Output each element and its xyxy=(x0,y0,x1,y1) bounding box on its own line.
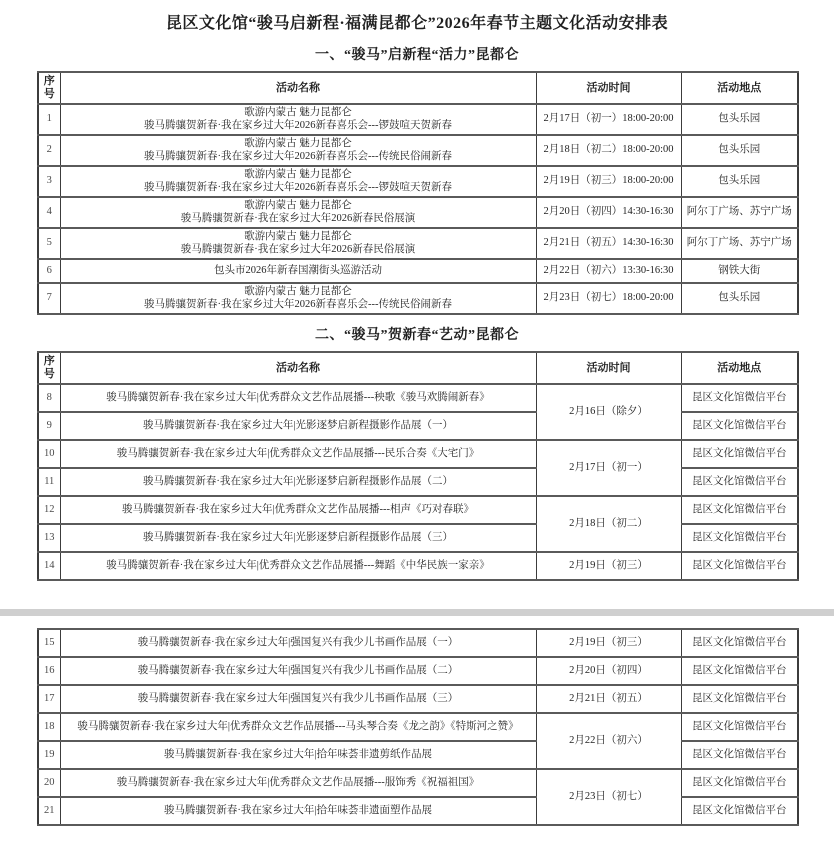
header-row xyxy=(38,352,798,384)
column-header: 活动地点 xyxy=(681,352,798,384)
table-row xyxy=(38,228,798,259)
activity-time-cell: 2月21日（初五） xyxy=(536,685,681,713)
activity-name-line: 骏马腾骧贺新春·我在家乡过大年|优秀群众文艺作品展播---舞蹈《中华民族一家亲》 xyxy=(106,559,490,571)
table-row xyxy=(38,524,798,552)
activity-name-line: 歌游内蒙古 魅力昆都仑 xyxy=(244,107,352,118)
activity-time-cell: 2月22日（初六） xyxy=(536,713,681,769)
page-break-separator xyxy=(0,609,834,616)
table-row xyxy=(38,629,798,657)
serial-number-cell: 18 xyxy=(38,713,60,741)
activity-name-cell xyxy=(60,283,536,314)
activity-time-cell: 2月21日（初五）14:30-16:30 xyxy=(536,228,681,259)
activity-place-cell: 包头乐园 xyxy=(681,283,798,314)
activity-time-cell: 2月23日（初七） xyxy=(536,769,681,825)
activity-name-line: 骏马腾骧贺新春·我在家乡过大年|拾年味荟非遗面塑作品展 xyxy=(163,804,433,816)
column-header: 序号 xyxy=(38,72,60,104)
serial-number-cell: 12 xyxy=(38,496,60,524)
serial-number-cell: 15 xyxy=(38,629,60,657)
activity-place-cell: 阿尔丁广场、苏宁广场 xyxy=(681,228,798,259)
activity-name-line: 骏马腾骧贺新春·我在家乡过大年|强国复兴有我少儿书画作品展（一） xyxy=(137,636,459,648)
activity-name-line: 歌游内蒙古 魅力昆都仑 xyxy=(244,200,352,211)
activity-place-cell: 昆区文化馆微信平台 xyxy=(681,524,798,552)
activity-name-line: 骏马腾骧贺新春·我在家乡过大年|光影逐梦启新程摄影作品展（一） xyxy=(142,419,454,431)
schedule-table-3-continued xyxy=(37,628,799,826)
activity-name-cell xyxy=(60,166,536,197)
activity-time-cell: 2月18日（初二） xyxy=(536,496,681,552)
activity-name-line: 骏马腾骧贺新春·我在家乡过大年2026新春喜乐会---锣鼓喧天贺新春 xyxy=(144,181,452,193)
table-row xyxy=(38,713,798,741)
serial-number-cell: 16 xyxy=(38,657,60,685)
activity-time-cell: 2月19日（初三） xyxy=(536,552,681,580)
activity-place-cell: 包头乐园 xyxy=(681,135,798,166)
activity-name-cell xyxy=(60,797,536,825)
activity-name-cell xyxy=(60,384,536,412)
activity-name-line: 骏马腾骧贺新春·我在家乡过大年|强国复兴有我少儿书画作品展（二） xyxy=(137,664,459,676)
header-row xyxy=(38,72,798,104)
document-title: 昆区文化馆“骏马启新程·福满昆都仑”2026年春节主题文化活动安排表 xyxy=(165,15,669,32)
activity-name-line: 骏马腾骧贺新春·我在家乡过大年2026新春民俗展演 xyxy=(180,212,416,224)
table-row xyxy=(38,259,798,283)
activity-name-line: 骏马腾骧贺新春·我在家乡过大年|优秀群众文艺作品展播---秧歌《骏马欢腾闹新春》 xyxy=(106,391,490,403)
activity-time-cell: 2月18日（初二）18:00-20:00 xyxy=(536,135,681,166)
table-row xyxy=(38,552,798,580)
activity-place-cell: 昆区文化馆微信平台 xyxy=(681,440,798,468)
serial-number-cell: 11 xyxy=(38,468,60,496)
activity-name-cell xyxy=(60,769,536,797)
serial-number-cell: 19 xyxy=(38,741,60,769)
table-row xyxy=(38,741,798,769)
activity-place-cell: 包头乐园 xyxy=(681,166,798,197)
activity-name-line: 歌游内蒙古 魅力昆都仑 xyxy=(244,231,352,242)
table-row xyxy=(38,657,798,685)
activity-name-line: 骏马腾骧贺新春·我在家乡过大年|优秀群众文艺作品展播---相声《巧对春联》 xyxy=(121,503,475,515)
activity-time-cell: 2月23日（初七）18:00-20:00 xyxy=(536,283,681,314)
section-1-heading: 一、“骏马”启新程“活力”昆都仑 xyxy=(315,48,519,63)
table-row xyxy=(38,166,798,197)
activity-name-line: 歌游内蒙古 魅力昆都仑 xyxy=(244,286,352,297)
table-row xyxy=(38,797,798,825)
activity-name-line: 骏马腾骧贺新春·我在家乡过大年|强国复兴有我少儿书画作品展（三） xyxy=(137,692,459,704)
activity-name-line: 歌游内蒙古 魅力昆都仑 xyxy=(244,169,352,180)
activity-place-cell: 昆区文化馆微信平台 xyxy=(681,552,798,580)
column-header: 活动名称 xyxy=(60,352,536,384)
activity-name-cell xyxy=(60,104,536,135)
activity-name-cell xyxy=(60,228,536,259)
activity-place-cell: 昆区文化馆微信平台 xyxy=(681,741,798,769)
serial-number-cell: 13 xyxy=(38,524,60,552)
serial-number-cell: 20 xyxy=(38,769,60,797)
table-row xyxy=(38,135,798,166)
activity-place-cell: 阿尔丁广场、苏宁广场 xyxy=(681,197,798,228)
activity-time-cell: 2月20日（初四） xyxy=(536,657,681,685)
table-row xyxy=(38,384,798,412)
activity-time-cell: 2月22日（初六）13:30-16:30 xyxy=(536,259,681,283)
serial-number-cell: 14 xyxy=(38,552,60,580)
activity-name-cell xyxy=(60,657,536,685)
schedule-table-1 xyxy=(37,71,799,315)
column-header: 活动地点 xyxy=(681,72,798,104)
column-header: 活动时间 xyxy=(536,72,681,104)
activity-time-cell: 2月16日（除夕） xyxy=(536,384,681,440)
column-header: 活动名称 xyxy=(60,72,536,104)
serial-number-cell: 1 xyxy=(38,104,60,135)
activity-name-cell xyxy=(60,496,536,524)
activity-name-cell xyxy=(60,468,536,496)
activity-name-cell xyxy=(60,524,536,552)
schedule-table-2 xyxy=(37,351,799,581)
section-2-heading: 二、“骏马”贺新春“艺动”昆都仑 xyxy=(315,328,519,343)
activity-name-line: 骏马腾骧贺新春·我在家乡过大年2026新春喜乐会---锣鼓喧天贺新春 xyxy=(144,119,452,131)
activity-name-cell xyxy=(60,629,536,657)
activity-place-cell: 昆区文化馆微信平台 xyxy=(681,713,798,741)
table-row xyxy=(38,412,798,440)
activity-place-cell: 昆区文化馆微信平台 xyxy=(681,468,798,496)
activity-time-cell: 2月17日（初一） xyxy=(536,440,681,496)
activity-name-line: 骏马腾骧贺新春·我在家乡过大年|优秀群众文艺作品展播---马头琴合奏《龙之韵》《特斯河之赞》 xyxy=(77,720,519,732)
activity-name-line: 骏马腾骧贺新春·我在家乡过大年|优秀群众文艺作品展播---服饰秀《祝福祖国》 xyxy=(116,776,480,788)
activity-place-cell: 包头乐园 xyxy=(681,104,798,135)
serial-number-cell: 7 xyxy=(38,283,60,314)
activity-name-cell xyxy=(60,412,536,440)
serial-number-cell: 2 xyxy=(38,135,60,166)
serial-number-cell: 5 xyxy=(38,228,60,259)
activity-place-cell: 钢铁大街 xyxy=(681,259,798,283)
serial-number-cell: 6 xyxy=(38,259,60,283)
table-row xyxy=(38,104,798,135)
activity-name-line: 骏马腾骧贺新春·我在家乡过大年2026新春喜乐会---传统民俗闹新春 xyxy=(144,150,452,162)
activity-place-cell: 昆区文化馆微信平台 xyxy=(681,685,798,713)
activity-place-cell: 昆区文化馆微信平台 xyxy=(681,629,798,657)
serial-number-cell: 3 xyxy=(38,166,60,197)
activity-time-cell: 2月17日（初一）18:00-20:00 xyxy=(536,104,681,135)
serial-number-cell: 21 xyxy=(38,797,60,825)
activity-name-cell xyxy=(60,135,536,166)
activity-name-cell xyxy=(60,552,536,580)
activity-time-cell: 2月19日（初三）18:00-20:00 xyxy=(536,166,681,197)
column-header: 序号 xyxy=(38,352,60,384)
activity-name-cell xyxy=(60,741,536,769)
activity-place-cell: 昆区文化馆微信平台 xyxy=(681,797,798,825)
serial-number-cell: 10 xyxy=(38,440,60,468)
table-row xyxy=(38,468,798,496)
column-header: 活动时间 xyxy=(536,352,681,384)
activity-place-cell: 昆区文化馆微信平台 xyxy=(681,657,798,685)
activity-name-line: 骏马腾骧贺新春·我在家乡过大年|拾年味荟非遗剪纸作品展 xyxy=(163,748,433,760)
activity-place-cell: 昆区文化馆微信平台 xyxy=(681,769,798,797)
table-row xyxy=(38,496,798,524)
table-row xyxy=(38,440,798,468)
activity-name-cell xyxy=(60,197,536,228)
activity-name-line: 骏马腾骧贺新春·我在家乡过大年2026新春民俗展演 xyxy=(180,243,416,255)
serial-number-cell: 9 xyxy=(38,412,60,440)
activity-name-cell xyxy=(60,713,536,741)
activity-name-cell xyxy=(60,685,536,713)
activity-place-cell: 昆区文化馆微信平台 xyxy=(681,412,798,440)
activity-name-cell xyxy=(60,440,536,468)
table-row xyxy=(38,283,798,314)
table-row xyxy=(38,769,798,797)
activity-place-cell: 昆区文化馆微信平台 xyxy=(681,496,798,524)
serial-number-cell: 4 xyxy=(38,197,60,228)
activity-time-cell: 2月19日（初三） xyxy=(536,629,681,657)
activity-name-line: 包头市2026年新春国潮街头巡游活动 xyxy=(214,264,382,276)
table-row xyxy=(38,685,798,713)
activity-name-line: 骏马腾骧贺新春·我在家乡过大年|光影逐梦启新程摄影作品展（二） xyxy=(142,475,454,487)
activity-place-cell: 昆区文化馆微信平台 xyxy=(681,384,798,412)
activity-name-line: 歌游内蒙古 魅力昆都仑 xyxy=(244,138,352,149)
serial-number-cell: 8 xyxy=(38,384,60,412)
activity-name-line: 骏马腾骧贺新春·我在家乡过大年|光影逐梦启新程摄影作品展（三） xyxy=(142,531,454,543)
table-row xyxy=(38,197,798,228)
activity-name-line: 骏马腾骧贺新春·我在家乡过大年2026新春喜乐会---传统民俗闹新春 xyxy=(144,298,452,310)
serial-number-cell: 17 xyxy=(38,685,60,713)
activity-time-cell: 2月20日（初四）14:30-16:30 xyxy=(536,197,681,228)
activity-name-line: 骏马腾骧贺新春·我在家乡过大年|优秀群众文艺作品展播---民乐合奏《大宅门》 xyxy=(116,447,480,459)
activity-name-cell xyxy=(60,259,536,283)
